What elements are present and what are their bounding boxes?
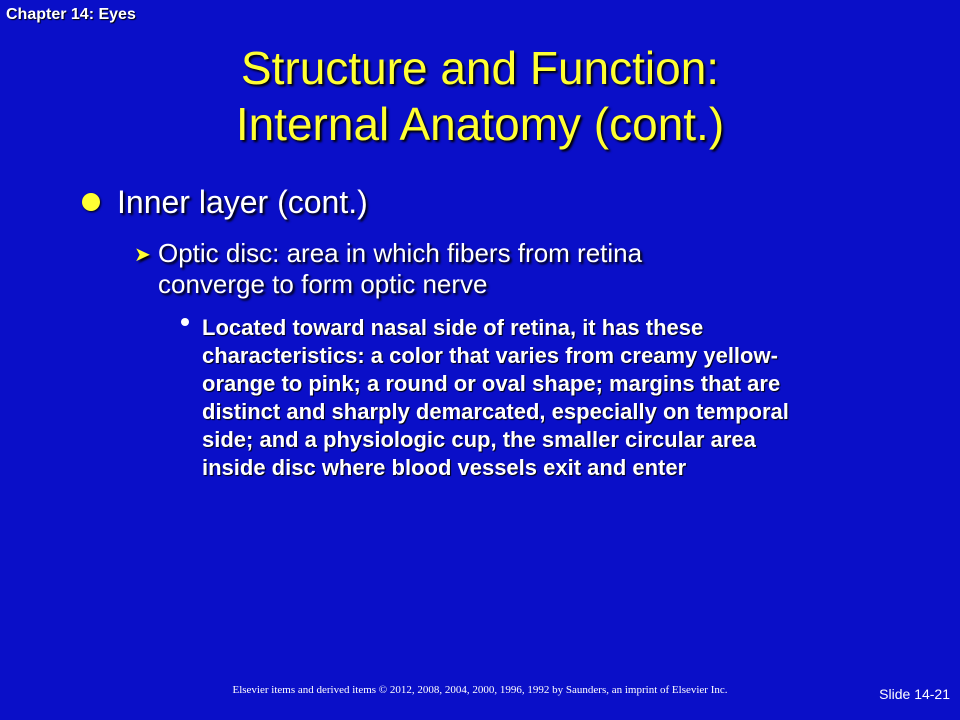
title-line-2: Internal Anatomy (cont.) — [235, 98, 725, 150]
bullet-level-3-line: Located toward nasal side of retina, it has these — [202, 315, 704, 340]
arrow-bullet-icon: ➤ — [134, 244, 151, 266]
bullet-level-1-text: Inner layer (cont.) — [117, 184, 368, 220]
bullet-level-1 — [82, 182, 368, 222]
bullet-level-3 — [176, 314, 789, 482]
bullet-level-3-line: side; and a physiologic cup, the smaller circular area — [202, 427, 756, 452]
bullet-level-3-line: characteristics: a color that varies from creamy yellow- — [202, 343, 778, 368]
filled-circle-bullet-icon — [82, 193, 100, 211]
bullet-level-2-line: converge to form optic nerve — [158, 269, 488, 299]
bullet-level-2 — [124, 238, 642, 300]
bullet-level-3-line: inside disc where blood vessels exit and enter — [202, 455, 687, 480]
bullet-level-3-line: distinct and sharply demarcated, especially on temporal — [202, 399, 789, 424]
slide-number: Slide 14-21 — [879, 686, 950, 702]
bullet-level-2-line: Optic disc: area in which fibers from retina — [158, 238, 643, 268]
bullet-level-3-line: orange to pink; a round or oval shape; margins that are — [202, 371, 781, 396]
title-line-1: Structure and Function: — [240, 42, 720, 94]
copyright-notice: Elsevier items and derived items © 2012, 2008, 2004, 2000, 1996, 1992 by Saunders, an imprint of Elsevier Inc. — [232, 684, 728, 696]
slide-title — [40, 40, 920, 152]
chapter-label: Chapter 14: Eyes — [6, 6, 136, 23]
dot-bullet-icon — [181, 318, 189, 326]
